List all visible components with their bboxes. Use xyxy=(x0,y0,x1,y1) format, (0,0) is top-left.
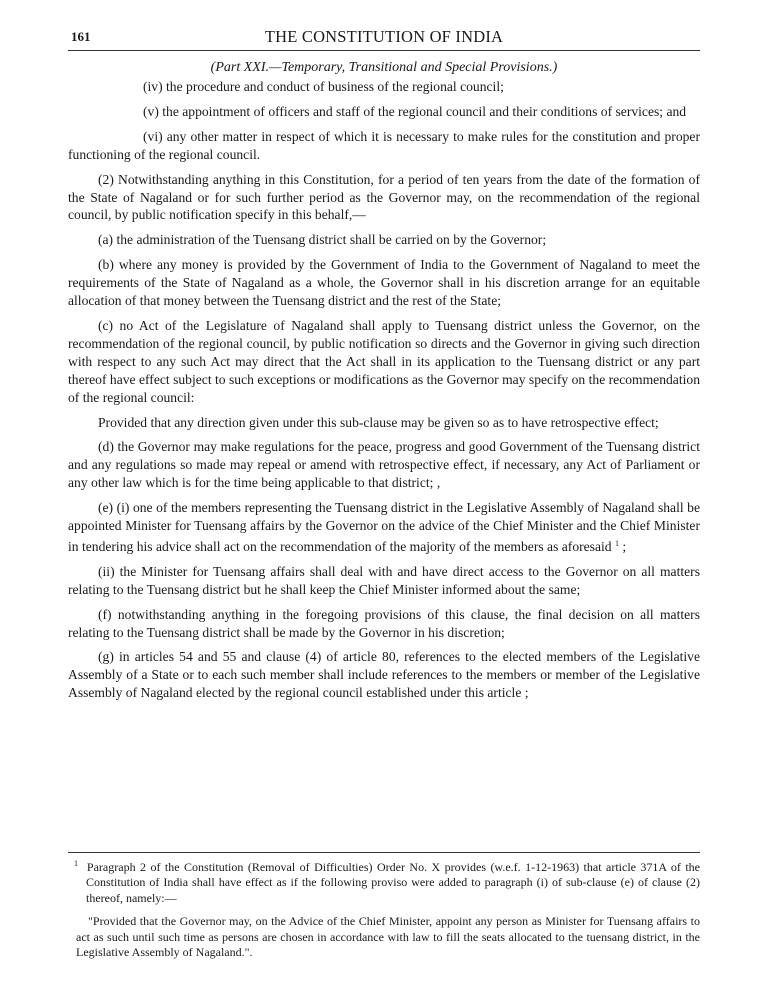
subclause-b: (b) where any money is provided by the Government of India to the Government of Nagaland to meet the requirements of the State of Nagaland as a whole, the Governor shall in his discretion arrange for an equitable allocation of that money between the Tuensang district and the rest of the State; xyxy=(68,257,700,309)
page-title: THE CONSTITUTION OF INDIA xyxy=(264,27,504,46)
subclause-f: (f) notwithstanding anything in the foregoing provisions of this clause, the final decision on all matters relating to the Tuensang district shall be made by the Governor in his discretion; xyxy=(68,606,700,640)
footnote xyxy=(68,856,700,968)
footnote-note xyxy=(68,856,700,906)
footnote-text: Paragraph 2 of the Constitution (Removal of Difficulties) Order No. X provides (w.e.f. 1-12-1963) that article 371A of the Constitution of India shall have effect as if the following proviso were added to paragraph (i) of sub-clause (e) of clause (2) thereof, namely:— xyxy=(86,860,701,905)
subclause-e-ii: (ii) the Minister for Tuensang affairs shall deal with and have direct access to the Governor on all matters relating to the Tuensang district but he shall keep the Chief Minister informed about the same; xyxy=(68,563,700,597)
proviso: Provided that any direction given under this sub-clause may be given so as to have retrospective effect; xyxy=(98,414,659,430)
clause-2: (2) Notwithstanding anything in this Constitution, for a period of ten years from the date of the formation of the State of Nagaland or for such further period as the Governor may, on the recommendation of the regional council, by public notification specify in this behalf,— xyxy=(68,171,700,223)
subclause-g: (g) in articles 54 and 55 and clause (4) of article 80, references to the elected members of the Legislative Assembly of a State or to each such member shall include references to the members or member of the Legislative Assembly of Nagaland elected by the regional council established under this article ; xyxy=(68,649,700,701)
subclause-d: (d) the Governor may make regulations for the peace, progress and good Government of the Tuensang district and any regulations so made may repeal or amend with retrospective effect, if necessary, any Act of Parliament or any other law which is for the time being applicable to that district; , xyxy=(68,439,700,491)
footnote-ref: 1 xyxy=(614,538,619,548)
subclause-e-i xyxy=(68,499,700,556)
subclause-a: (a) the administration of the Tuensang district shall be carried on by the Governor; xyxy=(98,232,547,248)
page-number: 161 xyxy=(71,29,91,44)
clause-v: (v) the appointment of officers and staff of the regional council and their conditions of services; and xyxy=(143,103,687,119)
footnote-marker: 1 xyxy=(74,859,78,868)
footnote-quote: "Provided that the Governor may, on the Advice of the Chief Minister, appoint any person as Minister for Tuensang affairs to act as such until such time as persons are chosen in accordance with law to fill the seats allocated to the tuensang district, in the Legislative Assembly of Nagaland.". xyxy=(76,914,700,960)
header-rule xyxy=(68,50,700,51)
clause-vi: (vi) any other matter in respect of which it is necessary to make rules for the constitution and proper functioning of the regional council. xyxy=(68,128,700,162)
part-heading: (Part XXI.—Temporary, Transitional and Special Provisions.) xyxy=(210,60,558,75)
footnote-rule xyxy=(68,852,700,853)
article-body xyxy=(68,78,700,709)
subclause-e-i-text: (e) (i) one of the members representing the Tuensang district in the Legislative Assembly of Nagaland shall be appointed Minister for Tuensang affairs by the Governor on the advice of the Chief Minister and the Chief Minister in tendering his advice shall act on the recommendation of the majority of the members as aforesaid xyxy=(68,500,700,554)
subclause-c: (c) no Act of the Legislature of Nagaland shall apply to Tuensang district unless the Governor, on the recommendation of the regional council, by public notification so directs and the Governor in giving such direction with respect to any such Act may direct that the Act shall in its application to the Tuensang district or any part thereof have effect subject to such exceptions or modifications as the Governor may specify on the recommendation of the regional council: xyxy=(68,317,700,405)
clause-iv: (iv) the procedure and conduct of business of the regional council; xyxy=(143,79,504,94)
subclause-e-i-end: ; xyxy=(618,538,627,554)
